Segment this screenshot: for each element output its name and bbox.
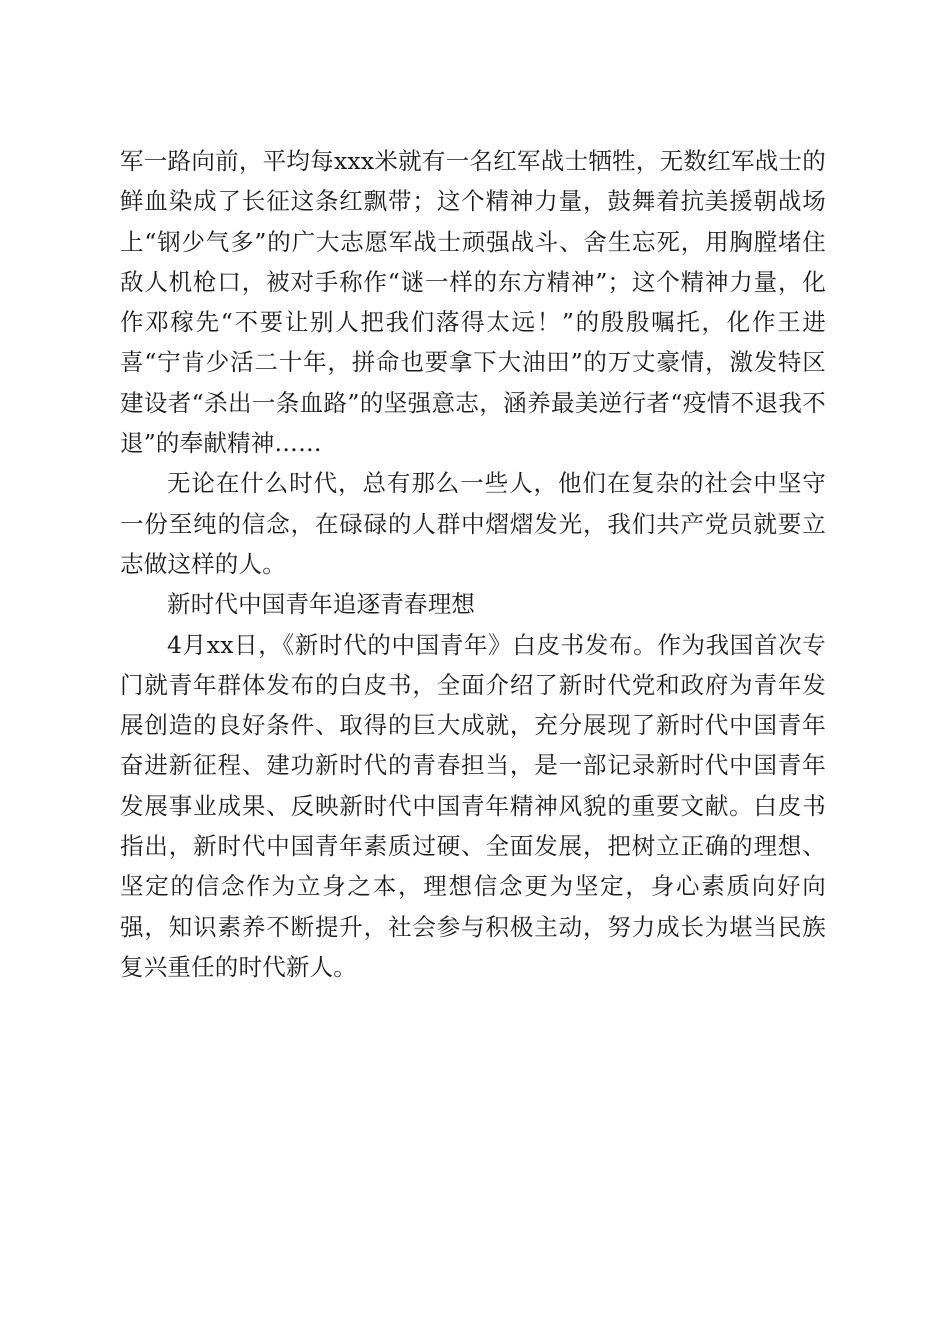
paragraph-white-paper: 4月xx日，《新时代的中国青年》白皮书发布。作为我国首次专门就青年群体发布的白皮书，全面介绍了新时代党和政府为青年发展创造的良好条件、取得的巨大成就，充分展现了新时代中国青年奋进新征程、建功新时代的青春担当，是一部记录新时代中国青年发展事业成果、反映新时代中国青年精神风貌的重要文献。白皮书指出，新时代中国青年素质过硬、全面发展，把树立正确的理想、坚定的信念作为立身之本，理想信念更为坚定，身心素质向好向强，知识素养不断提升，社会参与积极主动，努力成长为堪当民族复兴重任的时代新人。 <box>120 630 826 981</box>
paragraph-continuation: 军一路向前，平均每xxx米就有一名红军战士牺牲，无数红军战士的鲜血染成了长征这条红飘带；这个精神力量，鼓舞着抗美援朝战场上“钢少气多”的广大志愿军战士顽强战斗、舍生忘死，用胸膛堵住敌人机枪口，被对手称作“谜一样的东方精神”；这个精神力量，化作邓稼先“不要让别人把我们落得太远！”的殷殷嘱托，化作王进喜“宁肯少活二十年，拼命也要拿下大油田”的万丈豪情，激发特区建设者“杀出一条血路”的坚强意志，涵养最美逆行者“疫情不退我不退”的奉献精神…… <box>120 147 826 458</box>
section-heading: 新时代中国青年追逐青春理想 <box>167 590 476 619</box>
document-body <box>120 141 826 987</box>
paragraph-faith: 无论在什么时代，总有那么一些人，他们在复杂的社会中坚守一份至纯的信念，在碌碌的人群中熠熠发光，我们共产党员就要立志做这样的人。 <box>120 469 826 578</box>
